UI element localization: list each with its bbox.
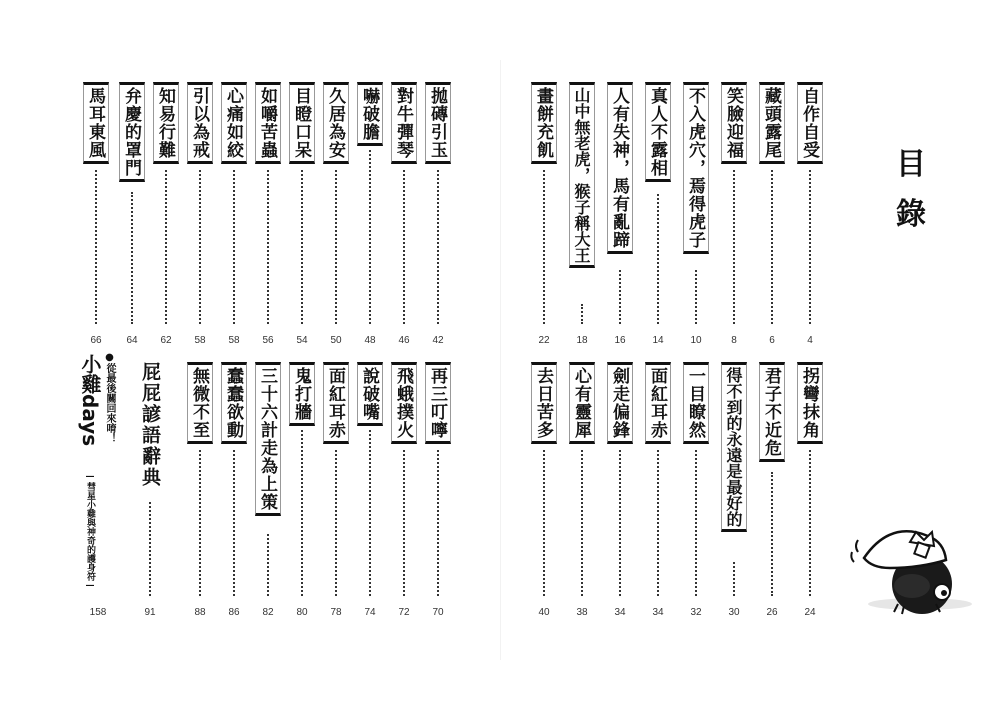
dot-leader [301,430,303,596]
entry-page: 86 [228,607,240,618]
special-title-latin: days [78,394,102,447]
dot-leader [403,170,405,324]
entry-title: 再三叮嚀 [425,362,451,444]
dot-leader [335,450,337,596]
toc-entry[interactable] [756,362,788,618]
entry-title: 得不到的永遠是最好的 [721,362,747,532]
entry-page: 78 [330,607,342,618]
dot-leader [657,450,659,596]
entry-page: 38 [576,607,588,618]
dot-leader [233,170,235,324]
dot-leader [199,450,201,596]
dot-leader [733,562,735,596]
entry-title: 自作自受 [797,82,823,164]
entry-page: 80 [296,607,308,618]
dot-leader [619,270,621,324]
dot-leader [771,472,773,596]
entry-title: 不入虎穴，焉得虎子 [683,82,709,254]
toc-entry[interactable] [184,362,216,618]
page-fold [500,60,501,660]
toc-entry[interactable] [528,362,560,618]
entry-title: 如嚼苦蟲 [255,82,281,164]
entry-title: 飛蛾撲火 [391,362,417,444]
toc-entry[interactable] [642,362,674,618]
entry-page: 10 [690,335,702,346]
dot-leader [267,170,269,324]
toc-entry[interactable] [388,362,420,618]
dot-leader [199,170,201,324]
dot-leader [581,304,583,324]
dot-leader [165,170,167,324]
dot-leader [369,430,371,596]
entry-page: 22 [538,335,550,346]
entry-title: 拐彎抹角 [797,362,823,444]
toc-entry[interactable] [566,362,598,618]
dot-leader [301,170,303,324]
toc-entry[interactable] [528,82,560,346]
entry-title: 去日苦多 [531,362,557,444]
entry-page: 88 [194,607,206,618]
entry-page: 58 [194,335,206,346]
entry-title: 畫餅充飢 [531,82,557,164]
entry-title: 三十六計走為上策 [255,362,281,516]
entry-page: 34 [652,607,664,618]
dot-leader [437,170,439,324]
entry-page: 50 [330,335,342,346]
entry-page: 74 [364,607,376,618]
toc-entry[interactable] [320,362,352,618]
toc-entry[interactable] [354,82,386,346]
entry-title: 引以為戒 [187,82,213,164]
entry-title: 真人不露相 [645,82,671,182]
dot-leader [543,450,545,596]
toc-entry[interactable] [756,82,788,346]
toc-entry[interactable] [604,362,636,618]
entry-title: 君子不近危 [759,362,785,462]
entry-page: 58 [228,335,240,346]
entry-title: 藏頭露尾 [759,82,785,164]
dot-leader [437,450,439,596]
toc-entry[interactable] [286,362,318,618]
entry-page: 54 [296,335,308,346]
toc-entry[interactable] [252,82,284,346]
entry-title: 對牛彈琴 [391,82,417,164]
dot-leader [369,150,371,324]
entry-page: 72 [398,607,410,618]
toc-entry[interactable] [388,82,420,346]
toc-entry[interactable] [286,82,318,346]
entry-title: 面紅耳赤 [323,362,349,444]
entry-page: 34 [614,607,626,618]
toc-entry[interactable] [718,82,750,346]
dot-leader [733,170,735,324]
entry-title: 人有失神，馬有亂蹄 [607,82,633,254]
dictionary-title: 屁屁諺語辭典 [139,362,161,488]
entry-page: 32 [690,607,702,618]
entry-title: 久居為安 [323,82,349,164]
entry-title: 蠢蠢欲動 [221,362,247,444]
entry-title: 笑臉迎福 [721,82,747,164]
entry-title: 一目瞭然 [683,362,709,444]
dot-leader [267,534,269,596]
entry-title: 心痛如絞 [221,82,247,164]
toc-entry[interactable] [680,82,712,346]
entry-title: 鬼打牆 [289,362,315,426]
special-title [78,354,102,446]
entry-title: 說破嘴 [357,362,383,426]
entry-page: 14 [652,335,664,346]
dot-leader [619,450,621,596]
entry-page: 30 [728,607,740,618]
toc-entry[interactable] [218,362,250,618]
entry-page: 46 [398,335,410,346]
dot-leader [657,194,659,324]
dot-leader [695,270,697,324]
entry-page: 91 [144,607,156,618]
entry-page: 48 [364,335,376,346]
dictionary-entry[interactable] [134,362,166,618]
entry-title: 弁慶的罩門 [119,82,145,182]
entry-page: 26 [766,607,778,618]
entry-title: 劍走偏鋒 [607,362,633,444]
dot-leader [131,192,133,324]
dot-leader [809,170,811,324]
dot-leader [809,450,811,596]
entry-title: 心有靈犀 [569,362,595,444]
entry-title: 山中無老虎，猴子稱大王 [569,82,595,268]
entry-page: 82 [262,607,274,618]
entry-page: 16 [614,335,626,346]
toc-entry[interactable] [116,82,148,346]
heading-char-1: 目 [896,147,928,182]
dot-leader [335,170,337,324]
special-title-cjk: 小雞 [78,354,102,394]
entry-page: 18 [576,335,588,346]
toc-entry[interactable] [680,362,712,618]
entry-page: 66 [90,335,102,346]
toc-entry[interactable] [794,362,826,618]
toc-entry[interactable] [718,362,750,618]
entry-title: 面紅耳赤 [645,362,671,444]
entry-page: 64 [126,335,138,346]
toc-entry[interactable] [642,82,674,346]
toc-entry[interactable] [184,82,216,346]
entry-page: 158 [89,607,107,618]
entry-title: 馬耳東風 [83,82,109,164]
entry-page: 8 [731,335,737,346]
dot-leader [695,450,697,596]
special-subtitle: ●從最後關回來唷！ [104,352,115,443]
toc-heading [888,140,936,240]
entry-page: 4 [807,335,813,346]
dot-leader [403,450,405,596]
entry-title: 知易行難 [153,82,179,164]
special-story-entry[interactable] [74,352,122,618]
toc-entry[interactable] [150,82,182,346]
entry-title: 嚇破膽 [357,82,383,146]
toc-entry[interactable] [320,82,352,346]
dot-leader [771,170,773,324]
toc-entry[interactable] [604,82,636,346]
dot-leader [543,170,545,324]
toc-entry[interactable] [218,82,250,346]
toc-entry[interactable] [794,82,826,346]
entry-page: 56 [262,335,274,346]
entry-page: 42 [432,335,444,346]
toc-entry[interactable] [566,82,598,346]
heading-char-2: 錄 [896,197,928,232]
toc-entry[interactable] [422,362,454,618]
chick-mascot-illustration [850,512,980,622]
entry-page: 6 [769,335,775,346]
toc-entry[interactable] [354,362,386,618]
toc-entry[interactable] [80,82,112,346]
special-note: —彗星小雞與神奇的護身符— [85,472,95,591]
dot-leader [95,170,97,324]
entry-page: 70 [432,607,444,618]
dot-leader [233,450,235,596]
entry-page: 24 [804,607,816,618]
entry-title: 拋磚引玉 [425,82,451,164]
entry-page: 40 [538,607,550,618]
entry-title: 目瞪口呆 [289,82,315,164]
toc-entry[interactable] [252,362,284,618]
entry-title: 無微不至 [187,362,213,444]
dot-leader [581,450,583,596]
entry-page: 62 [160,335,172,346]
toc-entry[interactable] [422,82,454,346]
dot-leader [149,502,151,596]
